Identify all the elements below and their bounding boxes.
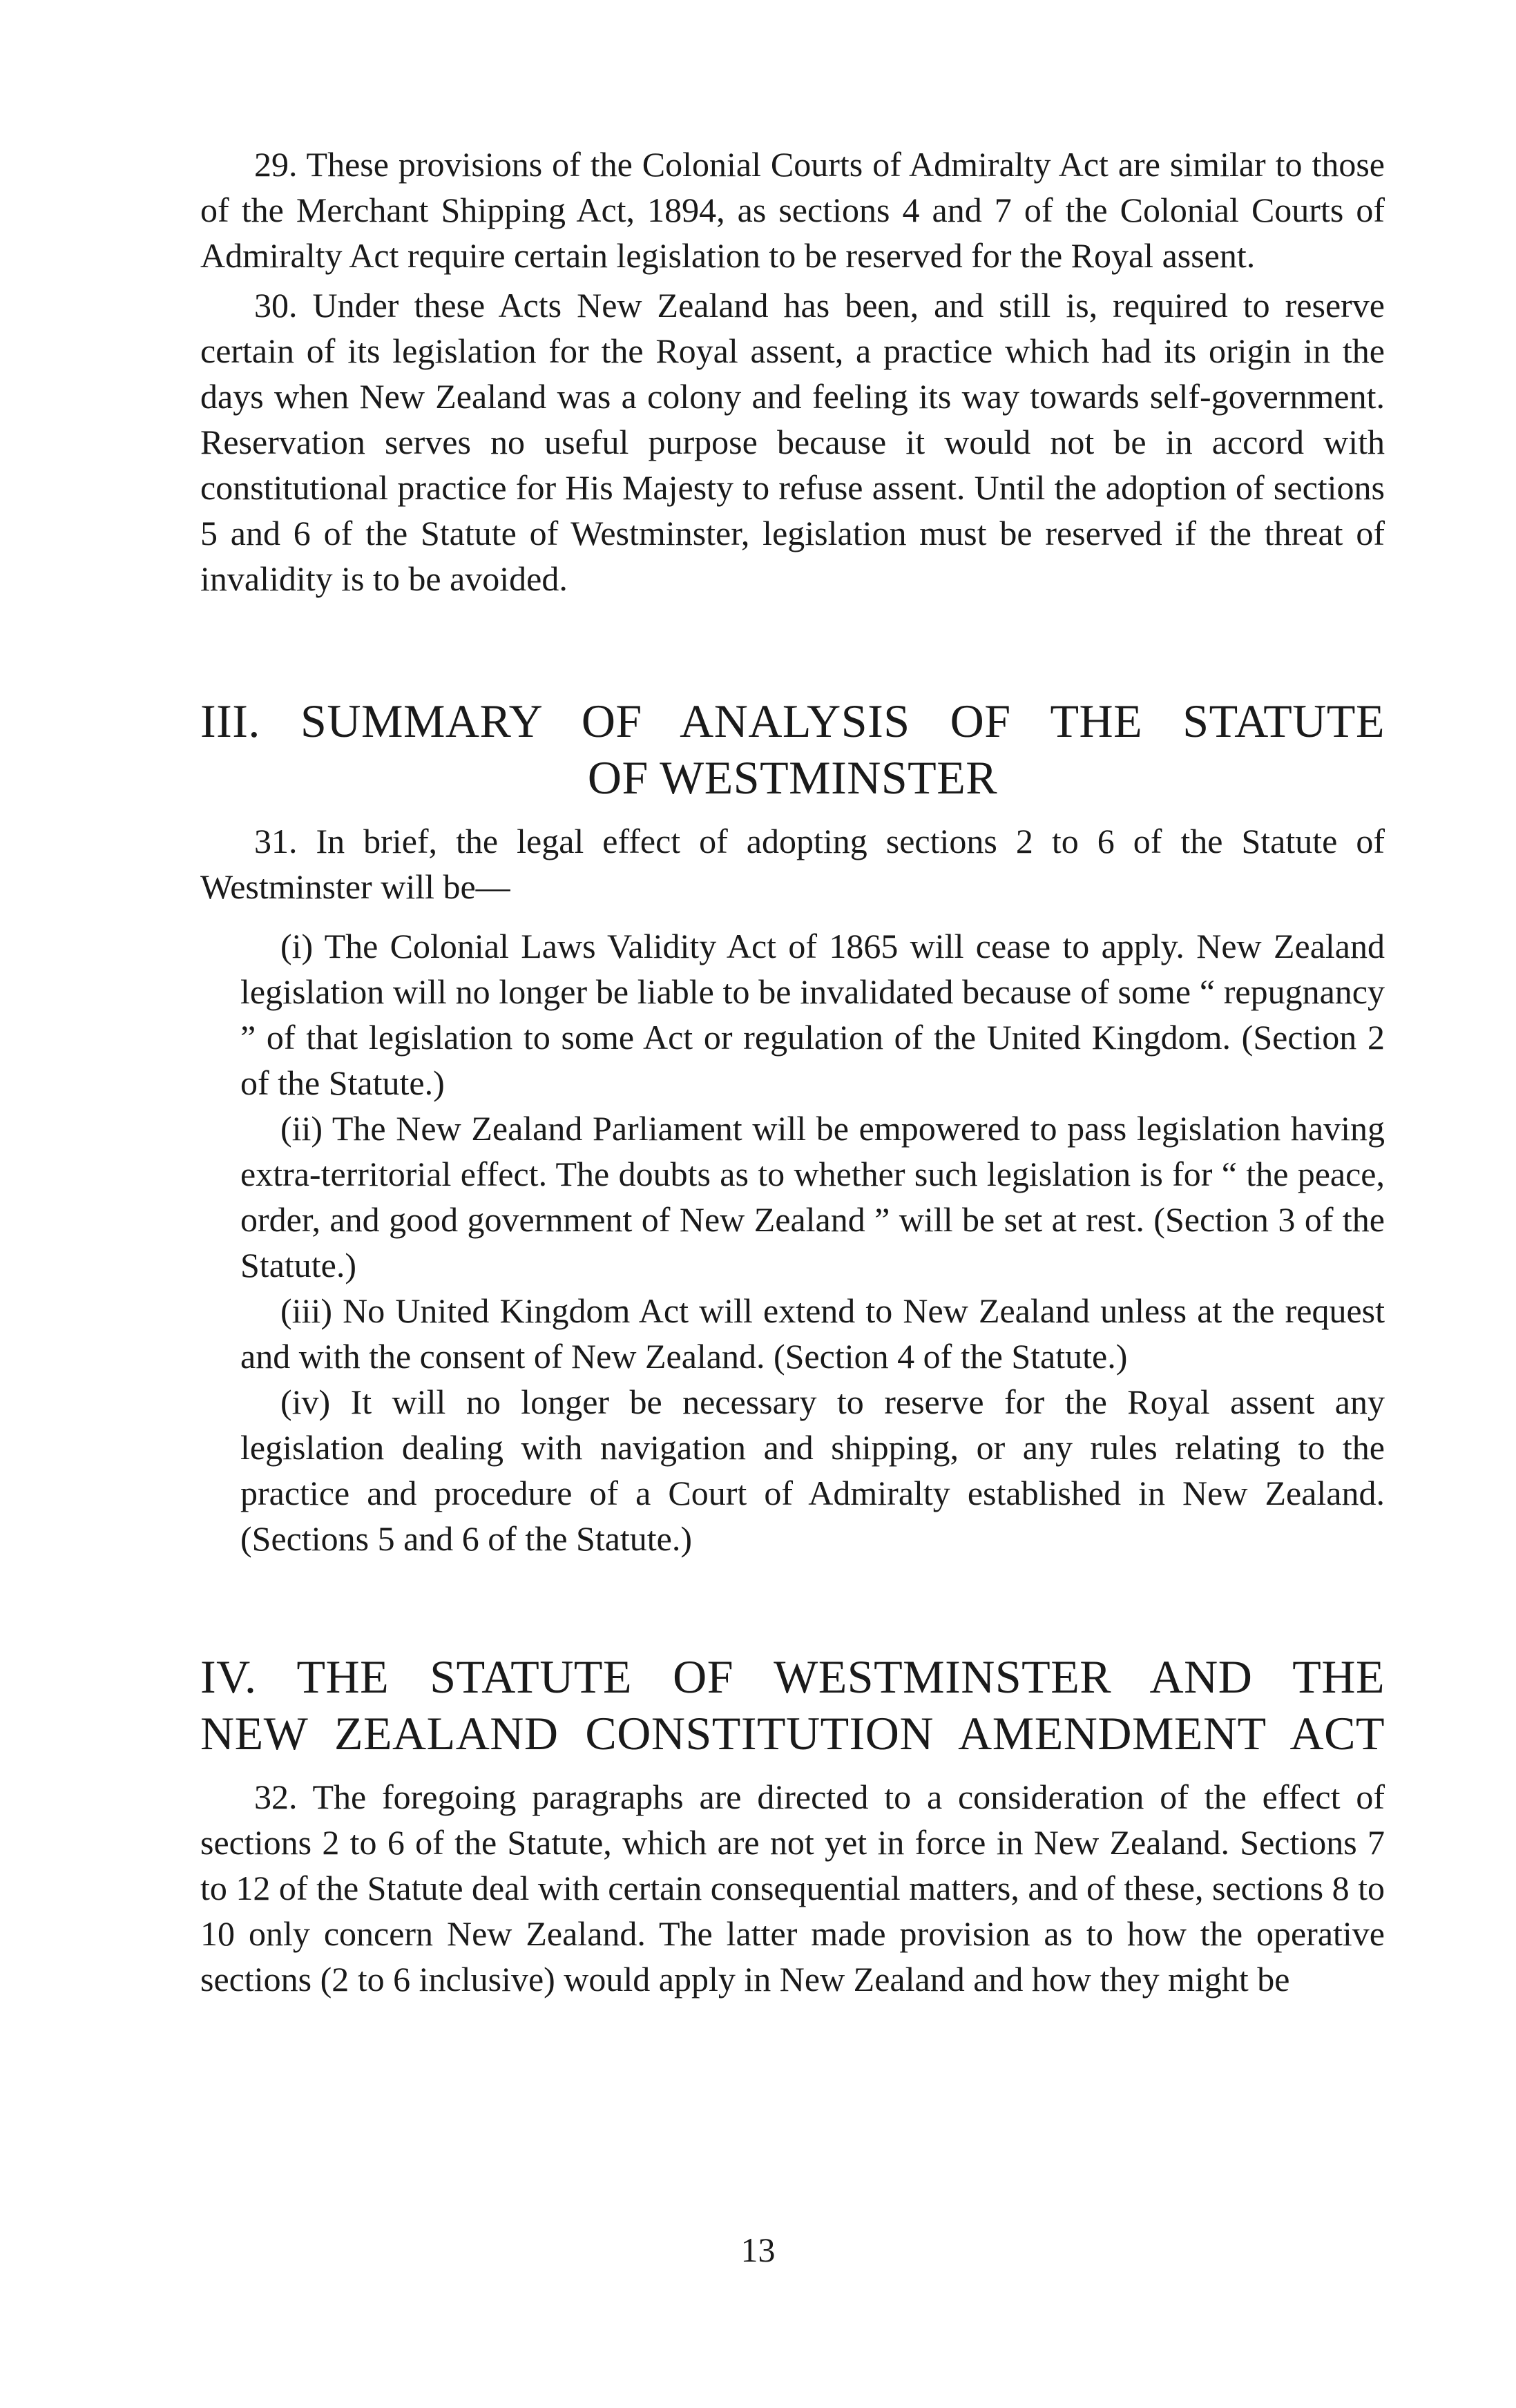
- list-item-iii: (iii) No United Kingdom Act will extend to New Zealand unless at the request and with the consent of New Zealand. (Section 4 of the Statute.): [240, 1291, 1385, 1376]
- section-heading-iii: [200, 693, 1385, 806]
- section-heading-iii-line1: III. SUMMARY OF ANALYSIS OF THE STATUTE: [200, 695, 1385, 747]
- list-item-iv: (iv) It will no longer be necessary to reserve for the Royal assent any legislation dealing with navigation and shipping, or any rules relating to the practice and procedure of a Court of Admiralty established in New Zealand. (Sections 5 and 6 of the Statute.): [240, 1383, 1385, 1558]
- paragraph-30: 30. Under these Acts New Zealand has been, and still is, required to reserve certain of its legislation for the Royal assent, a practice which had its origin in the days when New Zealand was a colony and feeling its way towards self-government. Reservation serves no useful purpose because it would not be in accord with constitutional practice for His Majesty to refuse assent. Until the adoption of sections 5 and 6 of the Statute of Westminster, legislation must be reserved if the threat of invalidity is to be avoided.: [200, 286, 1385, 598]
- paragraph-29: 29. These provisions of the Colonial Courts of Admiralty Act are similar to those of the Merchant Shipping Act, 1894, as sections 4 and 7 of the Colonial Courts of Admiralty Act require certain legislation to be reserved for the Royal assent.: [200, 145, 1385, 275]
- effects-list: [200, 923, 1385, 1561]
- section-heading-iv-line2: NEW ZEALAND CONSTITUTION AMENDMENT ACT: [200, 1707, 1385, 1760]
- section-heading-iii-line2: OF WESTMINSTER: [587, 751, 998, 804]
- paragraph-32: 32. The foregoing paragraphs are directed to a consideration of the effect of sections 2 to 6 of the Statute, which are not yet in force in New Zealand. Sections 7 to 12 of the Statute deal with certain consequential matters, and of these, sections 8 to 10 only concern New Zealand. The latter made provision as to how the operative sections (2 to 6 inclusive) would apply in New Zealand and how they might be: [200, 1778, 1385, 1998]
- section-heading-iv-line1: IV. THE STATUTE OF WESTMINSTER AND THE: [200, 1650, 1385, 1703]
- list-item-i: (i) The Colonial Laws Validity Act of 1865 will cease to apply. New Zealand legislation will no longer be liable to be invalidated because of some “ repugnancy ” of that legislation to some Act or regulation of the United Kingdom. (Section 2 of the Statute.): [240, 927, 1385, 1102]
- document-page: [200, 142, 1385, 2002]
- section-heading-iv: [200, 1648, 1385, 1762]
- list-item-ii: (ii) The New Zealand Parliament will be empowered to pass legislation having extra-territorial effect. The doubts as to whether such legislation is for “ the peace, order, and good government of New Zealand ” will be set at rest. (Section 3 of the Statute.): [240, 1109, 1385, 1284]
- page-number: 13: [740, 2231, 776, 2269]
- paragraph-31: 31. In brief, the legal effect of adopting sections 2 to 6 of the Statute of Westminster will be—: [200, 822, 1385, 906]
